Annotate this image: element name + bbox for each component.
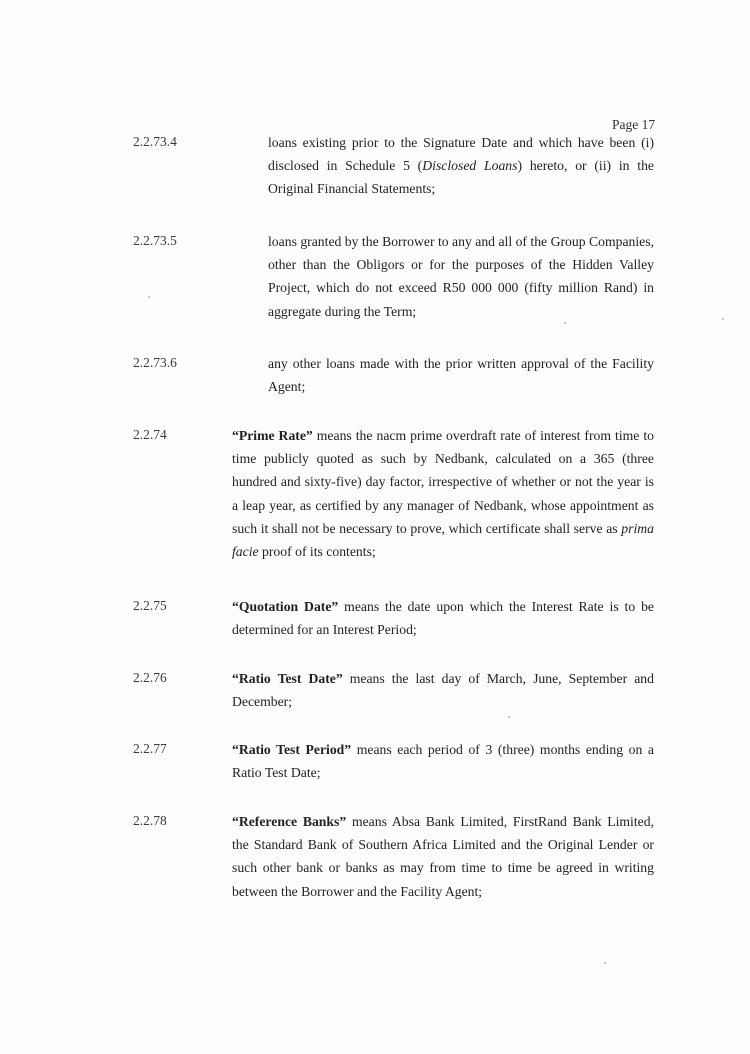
clause-number: 2.2.74 — [133, 427, 167, 442]
defined-term: “Prime Rate” — [232, 428, 313, 443]
clause-text: means the last day of March, June, September and December; — [232, 671, 654, 710]
defined-term: “Quotation Date” — [232, 599, 339, 614]
clause-number: 2.2.73.6 — [133, 355, 177, 370]
clause-text: means the date upon which the Interest Rate is to be determined for an Interest Period; — [232, 599, 655, 638]
clause-text: means Absa Bank Limited, FirstRand Bank Limited, the Standard Bank of Southern Africa Limited and the Original Lender or such other bank or banks as may from time to time be agreed in writing between the Borrower and the Facility Agent; — [232, 814, 654, 899]
clause-text: means each period of 3 (three) months ending on a Ratio Test Date; — [232, 742, 654, 781]
clause-body: any other loans made with the prior written approval of the Facility Agent; — [268, 356, 654, 395]
clause-number: 2.2.73.4 — [133, 134, 177, 149]
clause-italic-text: Disclosed Loans — [422, 158, 518, 174]
clause-body — [232, 424, 654, 563]
clause-body — [268, 131, 654, 201]
scan-speck — [148, 296, 150, 298]
clause-text-after: proof of its contents; — [258, 544, 376, 560]
clause-number: 2.2.73.5 — [133, 233, 177, 248]
defined-term: “Ratio Test Period” — [232, 742, 352, 757]
clause-italic-text: prima facie — [232, 520, 654, 560]
defined-term: “Reference Banks” — [232, 814, 347, 829]
clause-body — [232, 810, 654, 903]
clause-text-after: ) hereto, or (ii) in the Original Financial Statements; — [268, 158, 655, 197]
scan-speck — [564, 322, 566, 324]
clause-number: 2.2.77 — [133, 741, 167, 756]
clause-body — [232, 738, 654, 784]
clause-number: 2.2.76 — [133, 670, 167, 685]
scan-speck — [722, 318, 724, 320]
clause-body — [232, 595, 654, 641]
defined-term: “Ratio Test Date” — [232, 671, 343, 686]
page-number: Page 17 — [612, 117, 656, 132]
scan-speck — [508, 716, 510, 718]
clause-number: 2.2.75 — [133, 598, 167, 613]
clause-body: loans granted by the Borrower to any and all of the Group Companies, other than the Obligors or for the purposes of the Hidden Valley Project, which do not exceed R50 000 000 (fifty million Rand) in aggregate during the Term; — [268, 234, 654, 319]
clause-text: means the nacm prime overdraft rate of interest from time to time publicly quoted as such by Nedbank, calculated on a 365 (three hundred and sixty-five) day factor, irrespective of whether or not the year is a leap year, as certified by any manager of Nedbank, whose appointment as such it shall not be necessary to prove, which certificate shall serve as — [232, 428, 655, 536]
clause-number: 2.2.78 — [133, 813, 167, 828]
clause-text: loans existing prior to the Signature Date and which have been (i) disclosed in Schedule 5 ( — [268, 135, 654, 174]
clause-body — [232, 667, 654, 713]
scan-speck — [604, 962, 606, 964]
